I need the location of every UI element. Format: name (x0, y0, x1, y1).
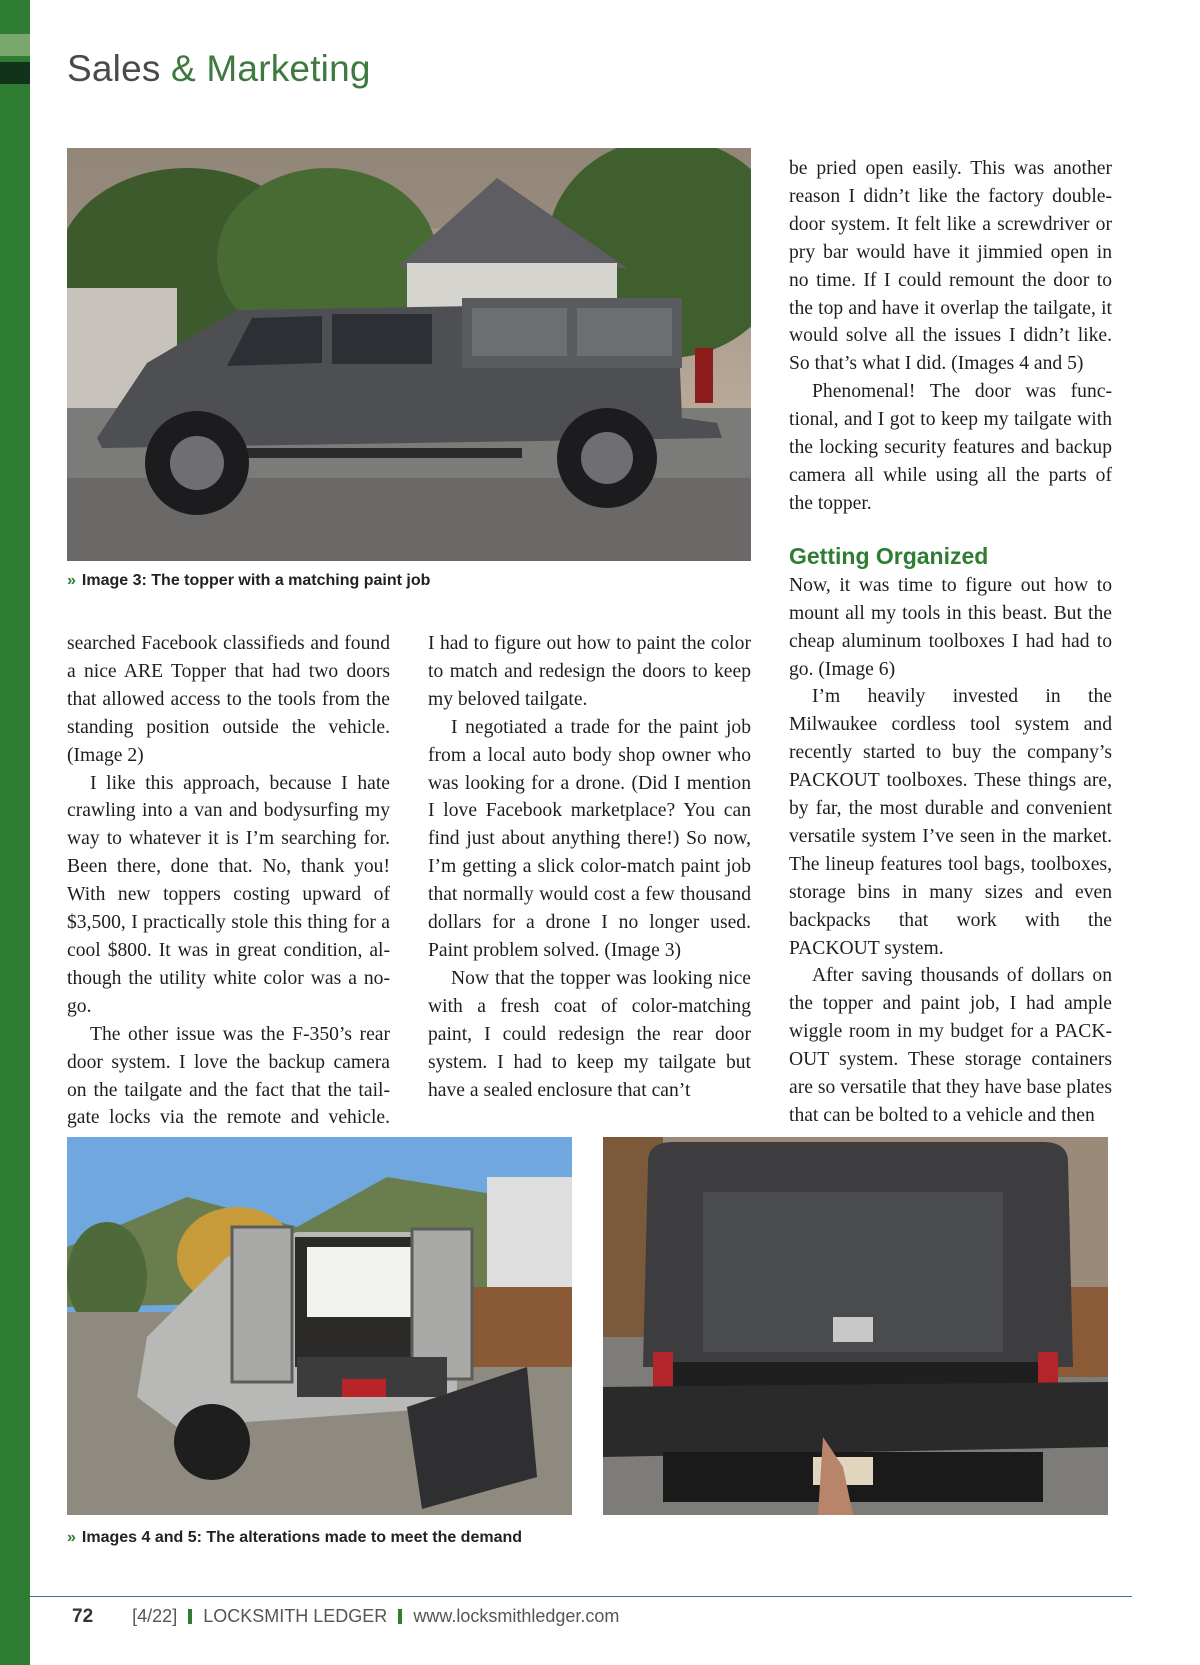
image-4-open-doors-photo (67, 1137, 572, 1515)
paragraph: The other issue was the F-350’s rear door system. I love the backup camera on the tailgate and the fact that the tailgate locks via the remote and vehicle. (67, 1023, 390, 1129)
paragraph: I negotiated a trade for the paint job from a local auto body shop owner who was looking for a drone. (Did I mention I love Facebook marketplace? You can find just about anything there!) So now, I’m getting a slick color-match paint job that normally would cost a few thousand dollars for a drone I no longer used. Paint problem solved. (Image 3) (428, 716, 751, 961)
paragraph: be pried open easily. This was another reason I didn’t like the factory double-door system. It felt like a screwdriver or pry bar would have it jimmied open in no time. If I could remount the door to the top and have it overlap the tailgate, it would solve all the issues I didn’t like. So that’s what I did. (Images 4 and 5) (789, 158, 1112, 375)
section-header (67, 50, 371, 87)
issue-date: [4/22] (132, 1606, 178, 1626)
paragraph: Phenomenal! The door was functional, and I got to keep my tailgate with the locking security features and backup camera all while using all the parts of the topper. (789, 381, 1112, 514)
sidebar-swatch-dark-green (0, 0, 30, 28)
images-4-5-caption-text: Images 4 and 5: The alterations made to meet the demand (81, 1529, 523, 1546)
chevron-icon: » (67, 572, 76, 589)
body-column-1 (67, 630, 390, 1160)
footer-rule (30, 1596, 1132, 1597)
paragraph: I like this approach, because I hate crawling into a van and bodysurfing my way to whatever it is I’m searching for. Been there, done that. No, thank you! With new toppers costing upward of $3,500, I practically stole this thing for a cool $800. It was in great condition, although the utility white color was a no-go. (67, 772, 390, 1017)
body-column-3 (789, 155, 1112, 1130)
images-4-5-caption (67, 1528, 522, 1548)
paragraph: After saving thousands of dollars on the topper and paint job, I had ample wiggle room in my budget for a PACKOUT system. These storage containers are so versatile that they have base plates that can be bolted to a vehicle and then (789, 965, 1112, 1126)
body-column-2 (428, 630, 751, 1104)
magazine-url[interactable]: www.locksmithledger.com (413, 1606, 620, 1626)
image-3-caption (67, 571, 430, 591)
sidebar-swatch-deep-green (0, 62, 30, 84)
paragraph: Now that the topper was looking nice with a fresh coat of color-matching paint, I could redesign the rear door system. I had to keep my tailgate but have a sealed enclosure that can’t (428, 967, 751, 1101)
chevron-icon: » (67, 1529, 76, 1546)
image-5-rear-door-photo (603, 1137, 1108, 1515)
paragraph: searched Facebook classifieds and found a nice ARE Topper that had two doors that allowed access to the tools from the standing position outside the vehicle. (Image 2) (67, 633, 390, 766)
image-3-caption-text: Image 3: The topper with a matching paint job (81, 572, 431, 589)
sidebar-swatch-light-green (0, 34, 30, 56)
magazine-name: LOCKSMITH LEDGER (203, 1606, 388, 1626)
sidebar-stripe (0, 0, 30, 1665)
footer-separator (398, 1609, 402, 1624)
section-header-part2: & Marketing (171, 48, 371, 89)
page-number: 72 (72, 1606, 94, 1627)
subheading-getting-organized: Getting Organized (789, 542, 989, 569)
section-header-part1: Sales (67, 48, 161, 89)
paragraph: I had to figure out how to paint the color to match and redesign the doors to keep my beloved tailgate. (428, 633, 751, 710)
footer (72, 1606, 619, 1628)
image-3-truck-photo (67, 148, 751, 561)
footer-separator (188, 1609, 192, 1624)
paragraph: Now, it was time to figure out how to mount all my tools in this beast. But the cheap aluminum toolboxes I had had to go. (Image 6) (789, 574, 1112, 680)
paragraph: I’m heavily invested in the Milwaukee cordless tool system and recently started to buy the company’s PACKOUT toolboxes. These things are, by far, the most durable and convenient versatile system I’ve seen in the market. The lineup features tool bags, toolboxes, storage bins in many sizes and even backpacks that work with the PACKOUT system. (789, 686, 1112, 959)
